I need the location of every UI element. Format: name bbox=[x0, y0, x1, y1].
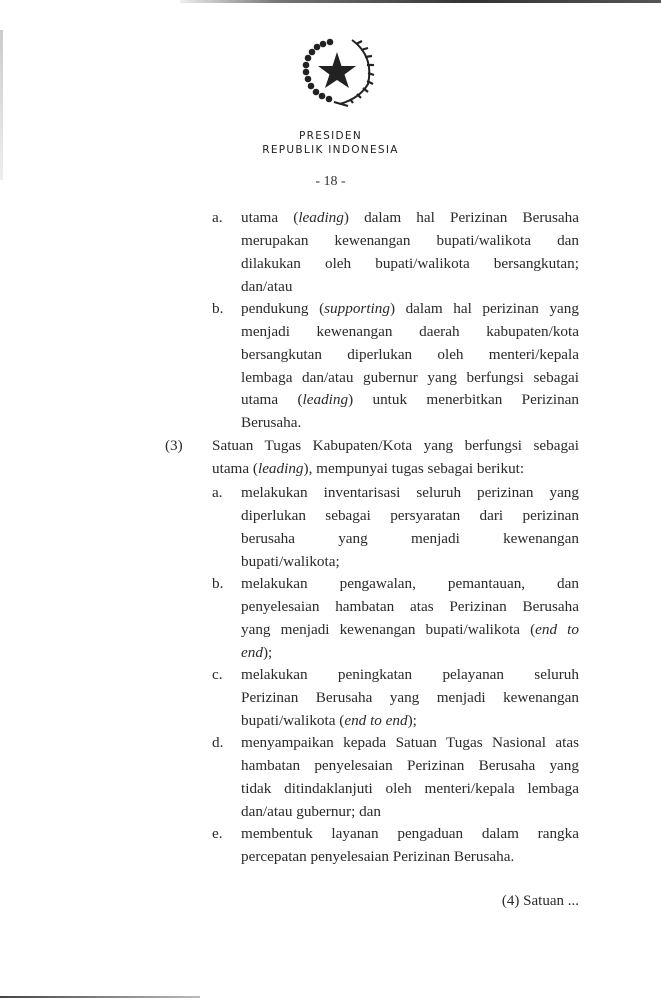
text-segment: bupati/walikota; bbox=[241, 552, 340, 570]
text-segment: utama ( bbox=[212, 459, 258, 477]
text-segment: utama ( bbox=[241, 391, 303, 409]
list-marker: (3) bbox=[165, 437, 183, 454]
text-segment: pendukung ( bbox=[241, 300, 325, 317]
list-marker: b. bbox=[212, 300, 224, 317]
text-segment: bupati/walikota ( bbox=[241, 711, 345, 729]
text-segment: ), mempunyai tugas sebagai berikut: bbox=[303, 459, 525, 477]
text-segment: penyelesaian hambatan atas Perizinan Berusaha bbox=[241, 597, 579, 615]
text-line bbox=[241, 527, 579, 550]
scan-edge-top bbox=[180, 0, 661, 3]
scan-edge-left bbox=[0, 30, 3, 180]
italic-term: end to bbox=[535, 620, 579, 638]
text-segment: Perizinan Berusaha yang menjadi kewenangan bbox=[241, 688, 579, 706]
text-segment: ) dalam hal Perizinan Berusaha bbox=[343, 209, 579, 226]
text-line bbox=[241, 800, 381, 823]
text-segment: merupakan kewenangan bupati/walikota dan bbox=[241, 231, 579, 249]
text-segment: utama ( bbox=[241, 209, 299, 226]
text-segment: hambatan penyelesaian Perizinan Berusaha yang bbox=[241, 756, 579, 774]
italic-term: supporting bbox=[324, 300, 390, 317]
text-segment: menyampaikan kepada Satuan Tugas Nasional atas bbox=[241, 734, 579, 751]
text-line bbox=[241, 275, 292, 298]
text-line bbox=[241, 777, 579, 800]
text-segment: ); bbox=[262, 643, 273, 661]
text-segment: Satuan Tugas Kabupaten/Kota yang berfungsi sebagai bbox=[212, 437, 579, 454]
text-line bbox=[241, 618, 579, 641]
page-number: - 18 - bbox=[315, 174, 346, 189]
header-title-republik: REPUBLIK INDONESIA bbox=[262, 144, 399, 156]
text-line bbox=[241, 206, 579, 229]
text-segment: bersangkutan diperlukan oleh menteri/kepala bbox=[241, 345, 579, 363]
header-title-presiden: PRESIDEN bbox=[299, 130, 362, 142]
text-segment: Berusaha. bbox=[241, 414, 302, 432]
text-segment: tidak ditindaklanjuti oleh menteri/kepala lembaga bbox=[241, 779, 579, 797]
text-segment: percepatan penyelesaian Perizinan Berusaha. bbox=[241, 847, 515, 865]
text-segment: dan/atau bbox=[241, 277, 293, 295]
text-line bbox=[241, 663, 579, 686]
text-segment: dilakukan oleh bupati/walikota bersangkutan; bbox=[241, 254, 579, 272]
text-line bbox=[241, 366, 579, 389]
text-line bbox=[241, 822, 579, 845]
list-marker: c. bbox=[212, 666, 223, 683]
italic-term: end bbox=[241, 643, 263, 661]
text-line bbox=[241, 481, 579, 504]
text-line bbox=[241, 731, 579, 754]
text-line bbox=[241, 595, 579, 618]
text-segment: menjadi kewenangan daerah kabupaten/kota bbox=[241, 322, 579, 340]
text-line bbox=[241, 709, 417, 732]
text-segment: ); bbox=[407, 711, 417, 729]
text-line bbox=[241, 504, 579, 527]
text-segment: berusaha yang menjadi kewenangan bbox=[241, 529, 579, 547]
list-marker: a. bbox=[212, 209, 223, 226]
list-marker: a. bbox=[212, 484, 223, 501]
list-marker: d. bbox=[212, 734, 224, 751]
text-segment: diperlukan sebagai persyaratan dari perizinan bbox=[241, 506, 579, 524]
text-line bbox=[212, 457, 524, 480]
text-line bbox=[241, 252, 579, 275]
text-line bbox=[241, 297, 579, 320]
text-segment: yang menjadi kewenangan bupati/walikota ( bbox=[241, 620, 536, 638]
text-segment: lembaga dan/atau gubernur yang berfungsi sebagai bbox=[241, 368, 579, 386]
list-marker: e. bbox=[212, 825, 223, 842]
text-segment: dan/atau gubernur; dan bbox=[241, 802, 382, 820]
text-line bbox=[241, 845, 514, 868]
text-segment: ) dalam hal perizinan yang bbox=[389, 300, 579, 317]
text-line bbox=[241, 686, 579, 709]
text-line bbox=[241, 320, 579, 343]
italic-term: end to end bbox=[344, 711, 408, 729]
scan-edge-bottom bbox=[0, 996, 200, 998]
text-segment: melakukan peningkatan pelayanan seluruh bbox=[241, 666, 579, 683]
text-line bbox=[241, 343, 579, 366]
text-line bbox=[212, 434, 579, 457]
text-segment: membentuk layanan pengaduan dalam rangka bbox=[241, 825, 579, 842]
presidential-emblem-icon bbox=[294, 36, 380, 116]
text-line bbox=[241, 641, 272, 664]
italic-term: leading bbox=[302, 391, 349, 409]
italic-term: leading bbox=[298, 209, 344, 226]
next-page-reference: (4) Satuan ... bbox=[501, 893, 579, 909]
text-line bbox=[241, 388, 579, 411]
text-line bbox=[241, 754, 579, 777]
text-segment: ) untuk menerbitkan Perizinan bbox=[348, 391, 579, 409]
text-line bbox=[241, 411, 301, 434]
text-segment: melakukan pengawalan, pemantauan, dan bbox=[241, 575, 579, 592]
text-line bbox=[241, 572, 579, 595]
text-line bbox=[241, 229, 579, 252]
text-line bbox=[241, 550, 340, 573]
text-segment: melakukan inventarisasi seluruh perizinan yang bbox=[241, 484, 579, 501]
list-marker: b. bbox=[212, 575, 224, 592]
italic-term: leading bbox=[257, 459, 304, 477]
